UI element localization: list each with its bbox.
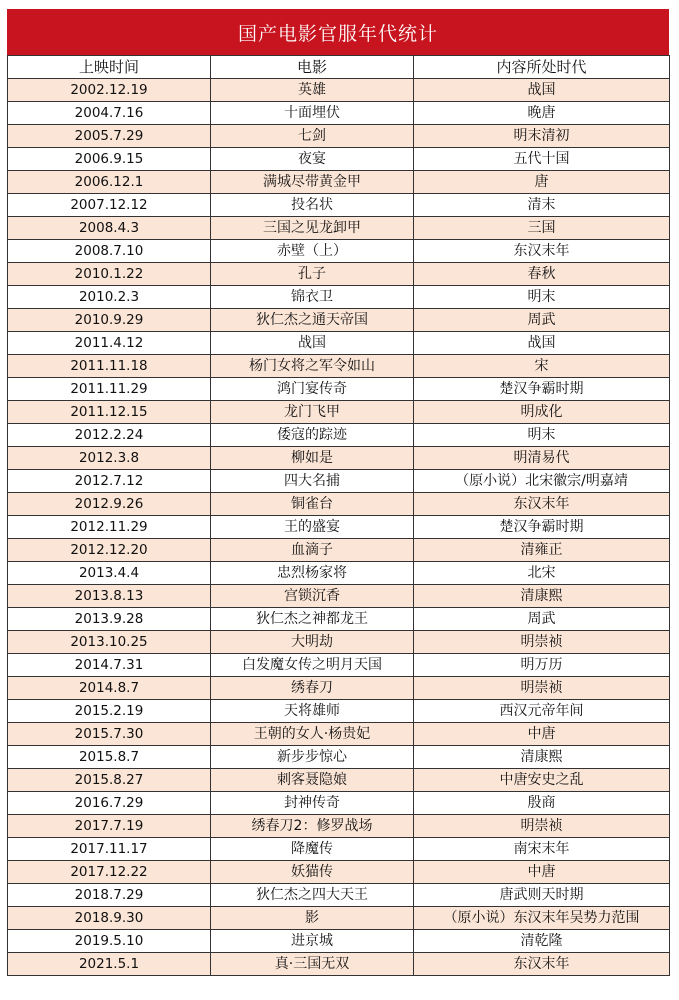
table-row (8, 194, 670, 217)
film-cell: 十面埋伏 (211, 102, 414, 125)
film-cell: 锦衣卫 (211, 286, 414, 309)
release-date-cell: 2006.9.15 (8, 148, 211, 171)
film-cell: 夜宴 (211, 148, 414, 171)
table-row (8, 769, 670, 792)
table-row (8, 700, 670, 723)
table-row (8, 355, 670, 378)
era-cell: 北宋 (414, 562, 670, 585)
film-cell: 大明劫 (211, 631, 414, 654)
release-date-cell: 2018.9.30 (8, 907, 211, 930)
era-cell: 春秋 (414, 263, 670, 286)
film-cell: 王朝的女人·杨贵妃 (211, 723, 414, 746)
table-row (8, 309, 670, 332)
table-row (8, 608, 670, 631)
stats-sheet (7, 9, 669, 976)
release-date-cell: 2014.7.31 (8, 654, 211, 677)
film-cell: 铜雀台 (211, 493, 414, 516)
era-cell: 周武 (414, 309, 670, 332)
era-cell: 战国 (414, 79, 670, 102)
era-cell: 唐 (414, 171, 670, 194)
table-row (8, 401, 670, 424)
table-body (8, 79, 670, 976)
era-cell: 清末 (414, 194, 670, 217)
table-row (8, 263, 670, 286)
film-cell: 忠烈杨家将 (211, 562, 414, 585)
table-row (8, 677, 670, 700)
era-cell: 清乾隆 (414, 930, 670, 953)
era-cell: 清康熙 (414, 585, 670, 608)
release-date-cell: 2019.5.10 (8, 930, 211, 953)
film-cell: 宫锁沉香 (211, 585, 414, 608)
era-cell: 明崇祯 (414, 677, 670, 700)
era-cell: （原小说）东汉末年吴势力范围 (414, 907, 670, 930)
film-cell: 妖猫传 (211, 861, 414, 884)
release-date-cell: 2017.7.19 (8, 815, 211, 838)
era-cell: 南宋末年 (414, 838, 670, 861)
release-date-cell: 2002.12.19 (8, 79, 211, 102)
table-row (8, 286, 670, 309)
release-date-cell: 2018.7.29 (8, 884, 211, 907)
film-cell: 三国之见龙卸甲 (211, 217, 414, 240)
table-row (8, 424, 670, 447)
film-cell: 狄仁杰之神都龙王 (211, 608, 414, 631)
table-row (8, 907, 670, 930)
table-row (8, 447, 670, 470)
release-date-cell: 2011.11.18 (8, 355, 211, 378)
release-date-cell: 2015.2.19 (8, 700, 211, 723)
release-date-cell: 2012.7.12 (8, 470, 211, 493)
release-date-cell: 2017.12.22 (8, 861, 211, 884)
table-row (8, 815, 670, 838)
release-date-cell: 2013.4.4 (8, 562, 211, 585)
table-row (8, 539, 670, 562)
era-cell: 明末 (414, 424, 670, 447)
film-cell: 影 (211, 907, 414, 930)
header-row (8, 56, 670, 79)
table-row (8, 746, 670, 769)
release-date-cell: 2012.12.20 (8, 539, 211, 562)
table-row (8, 953, 670, 976)
era-cell: 清雍正 (414, 539, 670, 562)
era-cell: 中唐安史之乱 (414, 769, 670, 792)
film-cell: 孔子 (211, 263, 414, 286)
era-cell: 明崇祯 (414, 815, 670, 838)
release-date-cell: 2015.7.30 (8, 723, 211, 746)
film-cell: 狄仁杰之通天帝国 (211, 309, 414, 332)
table-row (8, 723, 670, 746)
table-row (8, 378, 670, 401)
film-cell: 刺客聂隐娘 (211, 769, 414, 792)
release-date-cell: 2012.11.29 (8, 516, 211, 539)
film-cell: 龙门飞甲 (211, 401, 414, 424)
table-row (8, 861, 670, 884)
release-date-cell: 2010.9.29 (8, 309, 211, 332)
film-cell: 杨门女将之军令如山 (211, 355, 414, 378)
film-cell: 血滴子 (211, 539, 414, 562)
table-row (8, 631, 670, 654)
film-cell: 投名状 (211, 194, 414, 217)
film-cell: 满城尽带黄金甲 (211, 171, 414, 194)
era-cell: 楚汉争霸时期 (414, 516, 670, 539)
release-date-cell: 2015.8.7 (8, 746, 211, 769)
release-date-cell: 2008.4.3 (8, 217, 211, 240)
header-film: 电影 (211, 56, 414, 79)
table-row (8, 171, 670, 194)
film-cell: 英雄 (211, 79, 414, 102)
table-title: 国产电影官服年代统计 (7, 9, 669, 55)
era-cell: 三国 (414, 217, 670, 240)
release-date-cell: 2010.2.3 (8, 286, 211, 309)
era-cell: 明成化 (414, 401, 670, 424)
film-cell: 七剑 (211, 125, 414, 148)
release-date-cell: 2008.7.10 (8, 240, 211, 263)
era-cell: 东汉末年 (414, 240, 670, 263)
era-cell: 东汉末年 (414, 493, 670, 516)
film-cell: 天将雄师 (211, 700, 414, 723)
era-cell: 东汉末年 (414, 953, 670, 976)
era-cell: 殷商 (414, 792, 670, 815)
table-row (8, 102, 670, 125)
film-cell: 新步步惊心 (211, 746, 414, 769)
release-date-cell: 2017.11.17 (8, 838, 211, 861)
era-cell: 明崇祯 (414, 631, 670, 654)
table-row (8, 125, 670, 148)
era-cell: 晚唐 (414, 102, 670, 125)
release-date-cell: 2021.5.1 (8, 953, 211, 976)
header-era: 内容所处时代 (414, 56, 670, 79)
table-row (8, 838, 670, 861)
table-row (8, 585, 670, 608)
film-cell: 战国 (211, 332, 414, 355)
table-row (8, 79, 670, 102)
release-date-cell: 2014.8.7 (8, 677, 211, 700)
table-row (8, 470, 670, 493)
era-cell: 中唐 (414, 861, 670, 884)
era-cell: 明清易代 (414, 447, 670, 470)
release-date-cell: 2011.4.12 (8, 332, 211, 355)
release-date-cell: 2006.12.1 (8, 171, 211, 194)
film-cell: 白发魔女传之明月天国 (211, 654, 414, 677)
release-date-cell: 2012.3.8 (8, 447, 211, 470)
release-date-cell: 2005.7.29 (8, 125, 211, 148)
film-cell: 进京城 (211, 930, 414, 953)
header-release-date: 上映时间 (8, 56, 211, 79)
era-cell: 唐武则天时期 (414, 884, 670, 907)
film-cell: 降魔传 (211, 838, 414, 861)
era-cell: 周武 (414, 608, 670, 631)
table-row (8, 240, 670, 263)
film-cell: 四大名捕 (211, 470, 414, 493)
table-row (8, 654, 670, 677)
release-date-cell: 2016.7.29 (8, 792, 211, 815)
film-cell: 柳如是 (211, 447, 414, 470)
release-date-cell: 2007.12.12 (8, 194, 211, 217)
release-date-cell: 2013.8.13 (8, 585, 211, 608)
film-cell: 倭寇的踪迹 (211, 424, 414, 447)
release-date-cell: 2004.7.16 (8, 102, 211, 125)
era-cell: （原小说）北宋徽宗/明嘉靖 (414, 470, 670, 493)
era-cell: 明末清初 (414, 125, 670, 148)
era-cell: 明万历 (414, 654, 670, 677)
era-cell: 明末 (414, 286, 670, 309)
release-date-cell: 2012.2.24 (8, 424, 211, 447)
release-date-cell: 2013.10.25 (8, 631, 211, 654)
table-row (8, 930, 670, 953)
table-row (8, 332, 670, 355)
film-cell: 鸿门宴传奇 (211, 378, 414, 401)
release-date-cell: 2010.1.22 (8, 263, 211, 286)
film-cell: 王的盛宴 (211, 516, 414, 539)
film-cell: 封神传奇 (211, 792, 414, 815)
era-cell: 五代十国 (414, 148, 670, 171)
era-cell: 楚汉争霸时期 (414, 378, 670, 401)
film-cell: 狄仁杰之四大天王 (211, 884, 414, 907)
release-date-cell: 2011.11.29 (8, 378, 211, 401)
film-era-table (7, 55, 670, 976)
release-date-cell: 2011.12.15 (8, 401, 211, 424)
release-date-cell: 2013.9.28 (8, 608, 211, 631)
era-cell: 宋 (414, 355, 670, 378)
table-row (8, 884, 670, 907)
film-cell: 赤壁（上） (211, 240, 414, 263)
era-cell: 战国 (414, 332, 670, 355)
era-cell: 中唐 (414, 723, 670, 746)
era-cell: 清康熙 (414, 746, 670, 769)
film-cell: 绣春刀 (211, 677, 414, 700)
era-cell: 西汉元帝年间 (414, 700, 670, 723)
table-row (8, 217, 670, 240)
table-row (8, 516, 670, 539)
table-row (8, 562, 670, 585)
film-cell: 真·三国无双 (211, 953, 414, 976)
release-date-cell: 2012.9.26 (8, 493, 211, 516)
table-row (8, 493, 670, 516)
table-row (8, 792, 670, 815)
release-date-cell: 2015.8.27 (8, 769, 211, 792)
table-row (8, 148, 670, 171)
film-cell: 绣春刀2：修罗战场 (211, 815, 414, 838)
